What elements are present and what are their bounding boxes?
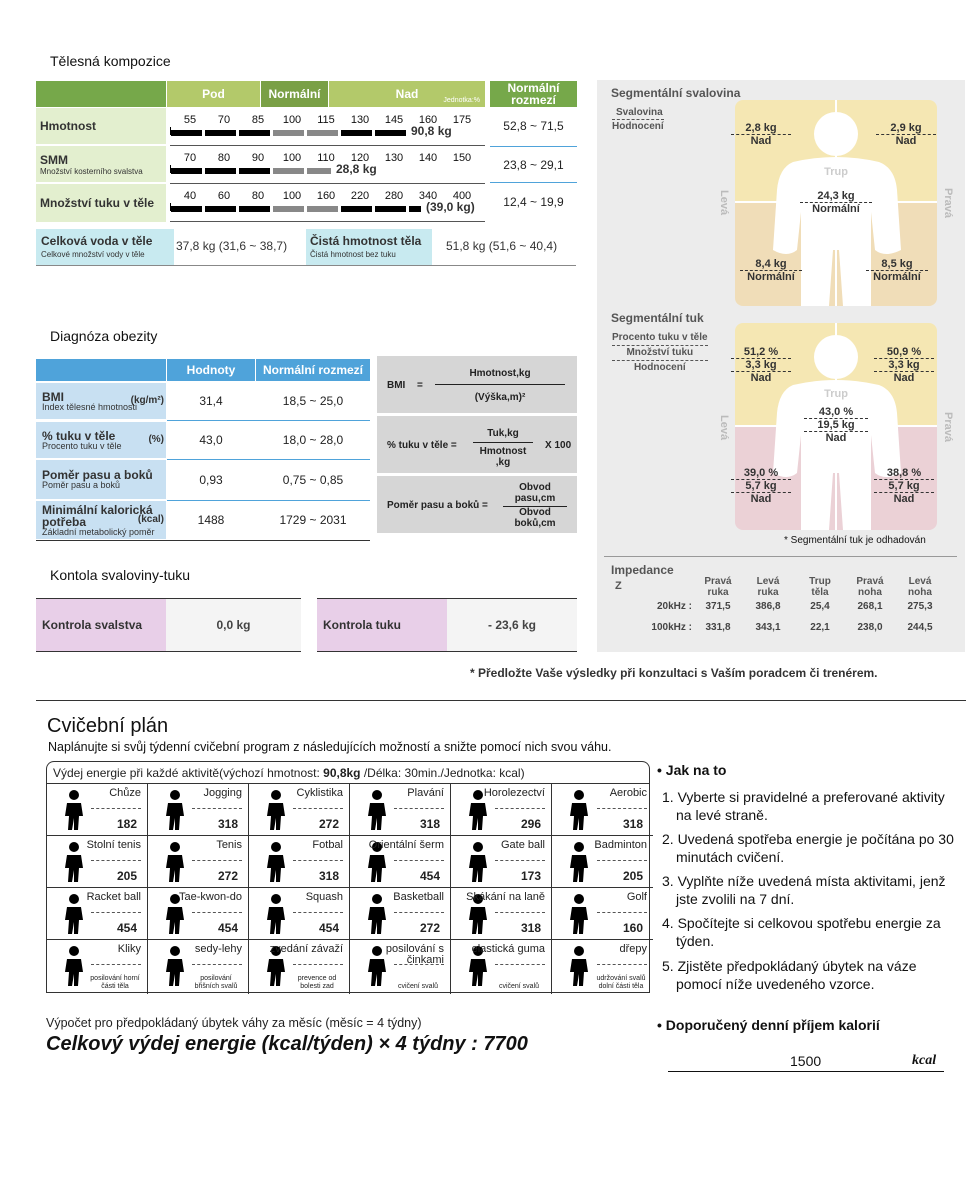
activity-cell[interactable]	[47, 784, 148, 836]
impedance-value: 22,1	[810, 622, 830, 633]
seg-fat-title: Segmentální tuk	[611, 311, 704, 325]
ob-range: 1729 ~ 2031	[279, 513, 347, 527]
howto-step: 3. Vyplňte níže uvedená místa aktivitami, jenž jste zvolili na 7 dní.	[662, 873, 946, 907]
muscle-right-arm: 2,9 kg Nad	[876, 122, 936, 147]
scale-tick: 60	[217, 190, 231, 202]
plan-subtitle: Naplánujte si svůj týdenní cvičební program z následujících možností a snižte pomocí nich svou váhu.	[48, 740, 612, 754]
impedance-value: 275,3	[907, 601, 933, 612]
scale-tick: 115	[317, 114, 335, 126]
scale-tick: 130	[384, 152, 404, 164]
activity-divider	[394, 912, 444, 913]
fat-right-leg: 38,8 % 5,7 kg Nad	[874, 467, 934, 505]
strength-desc: posilování horní části těla	[90, 975, 140, 990]
activity-figure-icon	[53, 788, 95, 832]
activity-figure-icon	[356, 892, 398, 936]
activity-divider	[293, 808, 343, 809]
howto-step: 1. Vyberte si pravidelné a preferované aktivity na levé straně.	[662, 789, 945, 823]
bar-value: 90,8 kg	[411, 124, 452, 138]
ob-divider	[167, 459, 370, 460]
activity-name: Skákání na laně	[466, 891, 545, 903]
strength-divider	[597, 964, 647, 965]
seg-fat-legend: Procento tuku v těle Množství tuku Hodnocení	[612, 332, 708, 373]
howto-step: 2. Uvedená spotřeba energie je počítána po 30 minutách cvičení.	[662, 831, 954, 865]
activity-figure-icon	[154, 788, 196, 832]
ob-divider	[167, 500, 370, 501]
activity-grid	[46, 783, 650, 993]
strength-name: dřepy	[619, 943, 647, 955]
impedance-value: 25,4	[810, 601, 830, 612]
muscle-right-leg: 8,5 kg Normální	[866, 258, 928, 283]
bar-segment	[273, 206, 304, 212]
range-smm: 23,8 ~ 29,1	[490, 146, 577, 182]
activity-divider	[394, 860, 444, 861]
fat-left-label: Levá	[718, 415, 730, 441]
seg-muscle-title: Segmentální svalovina	[611, 86, 741, 100]
fat-left-arm: 51,2 % 3,3 kg Nad	[731, 346, 791, 384]
scale-tick: 85	[251, 114, 265, 126]
muscle-right-label: Pravá	[942, 188, 954, 218]
strength-name: elastická guma	[471, 943, 545, 955]
impedance-col: Levá ruka	[756, 576, 780, 598]
activity-kcal: 272	[217, 869, 238, 883]
activity-figure-icon	[558, 892, 600, 936]
calc-label: Výpočet pro předpokládaný úbytek váhy za měsíc (měsíc = 4 týdny)	[46, 1016, 422, 1030]
activity-divider	[293, 912, 343, 913]
activity-divider	[192, 808, 242, 809]
intake-value[interactable]: 1500	[790, 1053, 822, 1069]
bar-segment	[307, 206, 338, 212]
impedance-col: Pravá ruka	[704, 576, 732, 598]
activity-cell[interactable]	[350, 836, 451, 888]
activity-cell[interactable]	[552, 784, 653, 836]
bar-segment	[205, 168, 236, 174]
activity-cell[interactable]	[47, 836, 148, 888]
activity-cell[interactable]	[451, 888, 552, 940]
scale-tick: 175	[452, 114, 472, 126]
strength-divider	[394, 964, 444, 965]
bar-segment	[205, 206, 236, 212]
strength-desc: cvičení svalů	[397, 983, 439, 990]
activity-name: Cyklistika	[296, 787, 343, 799]
activity-kcal: 173	[520, 869, 541, 883]
calc-formula: Celkový výdej energie (kcal/týden) × 4 týdny : 7700	[46, 1033, 528, 1055]
scale-tick: 70	[217, 114, 231, 126]
intake-unit: kcal	[912, 1053, 937, 1068]
activity-kcal: 454	[419, 869, 440, 883]
control-title: Kontola svaloviny-tuku	[50, 567, 191, 583]
activity-name: Basketball	[393, 891, 444, 903]
muscle-trunk: 24,3 kg Normální	[800, 190, 872, 215]
activity-divider	[597, 912, 647, 913]
fat-right-arm: 50,9 % 3,3 kg Nad	[874, 346, 934, 384]
ob-row-label: Poměr pasu a boků Poměr pasu a boků	[36, 460, 166, 499]
activity-figure-icon	[255, 840, 297, 884]
bar-segment	[341, 206, 372, 212]
ob-range: 0,75 ~ 0,85	[282, 472, 344, 487]
activity-cell[interactable]	[350, 888, 451, 940]
scale-tick: 220	[350, 190, 370, 202]
bar-segment	[341, 130, 372, 136]
intake-line	[668, 1071, 944, 1072]
strength-cell[interactable]	[47, 940, 148, 994]
activity-divider	[495, 912, 545, 913]
bar-segment	[307, 130, 338, 136]
footnote: * Předložte Vaše výsledky při konzultaci s Vaším poradcem či trenérem.	[470, 666, 878, 680]
impedance-value: 343,1	[755, 622, 781, 633]
bar-segment	[273, 168, 304, 174]
composition-title: Tělesná kompozice	[50, 53, 171, 69]
strength-name: Kliky	[117, 943, 141, 955]
activity-cell[interactable]	[148, 836, 249, 888]
strength-cell[interactable]	[451, 940, 552, 994]
ob-row-label: BMI Index tělesné hmotnosti (kg/m²)	[36, 383, 166, 419]
activity-name: Stolní tenis	[86, 839, 141, 851]
scale-tick: 80	[217, 152, 231, 164]
ob-unit: (kcal)	[137, 514, 164, 525]
header-over: Nad Jednotka:%	[329, 81, 485, 107]
impedance-value: 331,8	[705, 622, 731, 633]
activity-kcal: 318	[419, 817, 440, 831]
scale-tick: 100	[282, 152, 302, 164]
composition-header-blank	[36, 81, 166, 107]
activity-figure-icon	[255, 788, 297, 832]
activity-name: Badminton	[594, 839, 647, 851]
activity-cell[interactable]	[249, 888, 350, 940]
activity-divider	[293, 860, 343, 861]
lean-value: 51,8 kg (51,6 ~ 40,4)	[446, 239, 558, 253]
ob-row-label: % tuku v těle Procento tuku v těle (%)	[36, 422, 166, 458]
fat-left-leg: 39,0 % 5,7 kg Nad	[731, 467, 791, 505]
fat-trunk-label: Trup	[824, 388, 848, 400]
lean-label: Čistá hmotnost těla Čistá hmotnost bez tuku	[306, 229, 432, 265]
strength-cell[interactable]	[148, 940, 249, 994]
bar-segment	[171, 168, 202, 174]
scale-tick: 100	[282, 190, 302, 202]
impedance-value: 238,0	[857, 622, 883, 633]
impedance-freq: 20kHz :	[656, 601, 692, 612]
ob-unit: (kg/m²)	[130, 395, 164, 406]
obesity-bottom-line	[36, 540, 370, 541]
ob-unit: (%)	[148, 434, 164, 445]
activity-name: Chůze	[109, 787, 141, 799]
impedance-title: Impedance	[611, 563, 674, 577]
activity-cell[interactable]	[249, 836, 350, 888]
activity-name: Gate ball	[500, 839, 545, 851]
strength-divider	[192, 964, 242, 965]
impedance-col: Levá noha	[908, 576, 932, 598]
muscle-control: Kontrola svalstva 0,0 kg	[36, 598, 301, 652]
muscle-left-label: Levá	[718, 190, 730, 216]
header-normal-range: Normální rozmezí	[490, 81, 577, 107]
activity-cell[interactable]	[47, 888, 148, 940]
scale-tick: 160	[316, 190, 336, 202]
strength-name: posilování s činkami	[385, 943, 444, 966]
strength-name: sedy-lehy	[194, 943, 242, 955]
fat-right-label: Pravá	[942, 412, 954, 442]
row-smm-label: SMM Množství kosterního svalstva	[36, 146, 166, 182]
impedance-value: 386,8	[755, 601, 781, 612]
activity-kcal: 160	[622, 921, 643, 935]
header-normal: Normální	[261, 81, 328, 107]
strength-cell[interactable]	[350, 940, 451, 994]
scale-tick: 160	[418, 114, 438, 126]
activity-name: Fotbal	[312, 839, 343, 851]
scale-tick: 110	[317, 152, 335, 164]
scale-tick: 80	[251, 190, 265, 202]
activity-divider	[597, 860, 647, 861]
bar-value: (39,0 kg)	[426, 200, 475, 214]
howto-title: • Jak na to	[657, 762, 727, 778]
row-divider	[170, 221, 485, 222]
fat-trunk: 43,0 % 19,5 kg Nad	[804, 406, 868, 444]
activity-kcal: 296	[520, 817, 541, 831]
muscle-trunk-label: Trup	[824, 166, 848, 178]
intake-title: • Doporučený denní příjem kalorií	[657, 1017, 880, 1033]
scale-tick: 70	[183, 152, 197, 164]
range-fat: 12,4 ~ 19,9	[490, 182, 577, 220]
bar-segment	[409, 206, 421, 212]
activity-figure-icon	[558, 788, 600, 832]
activity-cell[interactable]	[451, 784, 552, 836]
section-divider	[36, 700, 966, 701]
row-divider	[170, 145, 485, 146]
activity-name: Tae-kwon-do	[179, 891, 242, 903]
activity-kcal: 205	[622, 869, 643, 883]
activity-name: Orientální šerm	[368, 839, 444, 851]
impedance-divider	[604, 556, 957, 557]
activity-divider	[91, 860, 141, 861]
water-label: Celková voda v těle Celkové množství vody v těle	[36, 229, 174, 265]
activity-divider	[495, 808, 545, 809]
ob-row-label: Minimální kalorická potřeba Základní metabolický poměr (kcal)	[36, 501, 166, 539]
ob-range: 18,5 ~ 25,0	[282, 394, 344, 408]
formula-whr: Poměr pasu a boků = Obvod pasu,cm Obvod boků,cm	[377, 476, 577, 533]
bar-segment	[307, 168, 331, 174]
activity-divider	[597, 808, 647, 809]
activity-cell[interactable]	[148, 888, 249, 940]
scale-tick: 150	[452, 152, 472, 164]
activity-cell[interactable]	[552, 888, 653, 940]
bar-value: 28,8 kg	[336, 162, 377, 176]
activity-figure-icon	[154, 840, 196, 884]
fat-control: Kontrola tuku - 23,6 kg	[317, 598, 577, 652]
impedance-value: 244,5	[907, 622, 933, 633]
scale-tick: 400	[452, 190, 472, 202]
obesity-header-blank	[36, 359, 166, 381]
activity-kcal: 318	[318, 869, 339, 883]
impedance-col: Trup těla	[809, 576, 831, 598]
activity-cell[interactable]	[552, 836, 653, 888]
bar-segment	[205, 130, 236, 136]
activity-cell[interactable]	[350, 784, 451, 836]
strength-desc: cvičení svalů	[498, 983, 540, 990]
activity-divider	[192, 912, 242, 913]
scale-tick: 90	[251, 152, 265, 164]
scale-tick: 120	[350, 152, 370, 164]
activity-divider	[91, 808, 141, 809]
scale-tick: 40	[183, 190, 197, 202]
strength-divider	[293, 964, 343, 965]
activity-kcal: 454	[318, 921, 339, 935]
scale-tick: 100	[282, 114, 302, 126]
bar-segment	[273, 130, 304, 136]
activity-kcal: 272	[419, 921, 440, 935]
bar-segment	[239, 168, 270, 174]
impedance-col: Pravá noha	[856, 576, 884, 598]
bar-segment	[239, 130, 270, 136]
activity-name: Aerobic	[609, 787, 647, 799]
scale-tick: 145	[384, 114, 404, 126]
bar-segment	[239, 206, 270, 212]
impedance-freq: 100kHz :	[651, 622, 692, 633]
seg-muscle-legend: Svalovina Hodnocení	[612, 107, 664, 132]
impedance-z: Z	[615, 580, 622, 592]
activity-divider	[91, 912, 141, 913]
water-value: 37,8 kg (31,6 ~ 38,7)	[176, 239, 288, 253]
seg-fat-note: * Segmentální tuk je odhadován	[784, 535, 926, 546]
strength-cell[interactable]	[249, 940, 350, 994]
activity-kcal: 205	[116, 869, 137, 883]
range-weight: 52,8 ~ 71,5	[503, 119, 564, 133]
activity-figure-icon	[356, 788, 398, 832]
activity-kcal: 318	[622, 817, 643, 831]
bar-segment	[171, 206, 202, 212]
activity-name: Squash	[305, 891, 343, 903]
strength-desc: udržování svalů dolní části těla	[596, 975, 646, 990]
activity-cell[interactable]	[148, 784, 249, 836]
impedance-value: 268,1	[857, 601, 883, 612]
activity-figure-icon	[255, 892, 297, 936]
howto-step: 5. Zjistěte předpokládaný úbytek na váze pomocí níže uvedeného vzorce.	[662, 958, 917, 992]
activity-divider	[495, 860, 545, 861]
row-divider	[170, 183, 485, 184]
header-ob-normal: Normální rozmezí	[256, 359, 370, 381]
scale-tick: 280	[384, 190, 404, 202]
ob-range: 18,0 ~ 28,0	[282, 433, 344, 447]
scale-tick: 140	[418, 152, 438, 164]
ob-value: 1488	[197, 513, 225, 527]
activity-kcal: 454	[116, 921, 137, 935]
activity-cell[interactable]	[249, 784, 350, 836]
bar-segment	[375, 206, 406, 212]
scale-tick: 130	[350, 114, 370, 126]
bar-segment	[375, 130, 406, 136]
howto-step: 4. Spočítejte si celkovou spotřebu energie za týden.	[662, 915, 941, 949]
header-values: Hodnoty	[167, 359, 255, 381]
formula-bmi: BMI = Hmotnost,kg (Výška,m)²	[377, 356, 577, 413]
activity-divider	[192, 860, 242, 861]
activity-divider	[394, 808, 444, 809]
header-under: Pod	[167, 81, 260, 107]
activity-name: Plavání	[407, 787, 444, 799]
row-fat-label: Množství tuku v těle	[36, 184, 166, 222]
activity-figure-icon	[457, 840, 499, 884]
activity-kcal: 454	[217, 921, 238, 935]
row-weight-label: Hmotnost	[36, 108, 166, 144]
activity-cell[interactable]	[451, 836, 552, 888]
activity-kcal: 272	[318, 817, 339, 831]
activity-name: Horolezectví	[483, 787, 545, 799]
ob-value: 0,93	[199, 472, 223, 487]
ob-value: 31,4	[199, 394, 223, 408]
units-note: Jednotka:%	[443, 97, 480, 104]
formula-fat-pct: % tuku v těle = Tuk,kg Hmotnost ,kg X 100	[377, 416, 577, 473]
strength-cell[interactable]	[552, 940, 653, 994]
muscle-left-arm: 2,8 kg Nad	[731, 122, 791, 147]
strength-desc: prevence od bolesti zad	[297, 975, 337, 990]
strength-divider	[91, 964, 141, 965]
scale-tick: 340	[418, 190, 438, 202]
scale-tick: 55	[183, 114, 197, 126]
muscle-left-leg: 8,4 kg Normální	[740, 258, 802, 283]
strength-divider	[495, 964, 545, 965]
activity-name: Tenis	[216, 839, 242, 851]
ob-divider	[167, 420, 370, 421]
ob-value: 43,0	[199, 433, 223, 447]
activity-name: Golf	[626, 891, 647, 903]
obesity-title: Diagnóza obezity	[50, 328, 158, 344]
activity-name: Jogging	[203, 787, 242, 799]
impedance-value: 371,5	[705, 601, 731, 612]
activity-name: Racket ball	[86, 891, 141, 903]
strength-name: zvedání závaží	[269, 943, 343, 955]
bar-segment	[171, 130, 202, 136]
strength-desc: posilování břišních svalů	[194, 975, 238, 990]
plan-title: Cvičební plán	[47, 715, 169, 737]
activity-kcal: 318	[520, 921, 541, 935]
activity-kcal: 182	[116, 817, 137, 831]
activity-kcal: 318	[217, 817, 238, 831]
grid-header: Výdej energie při každé aktivitě(výchozí hmotnost: 90,8kg /Délka: 30min./Jednotka: kcal)	[46, 761, 650, 784]
